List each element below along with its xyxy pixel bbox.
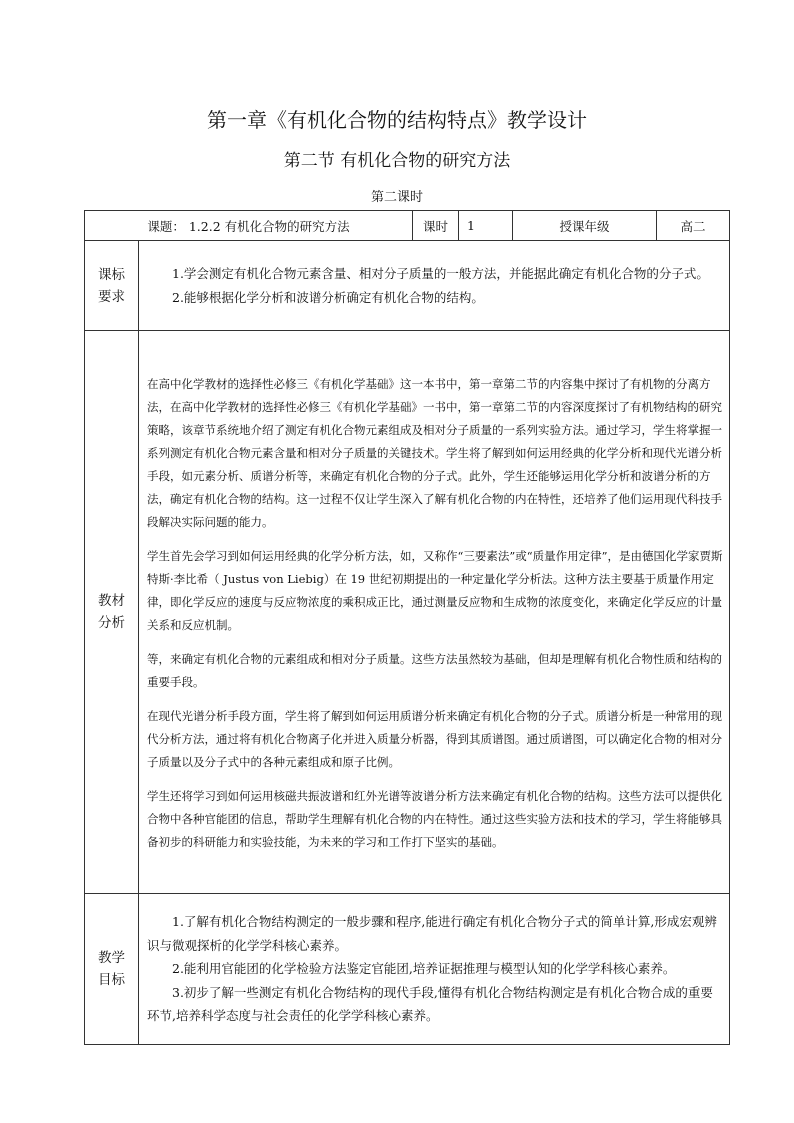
requirement-item: 1.学会测定有机化合物元素含量、相对分子质量的一般方法，并能据此确定有机化合物的分子式。 bbox=[172, 265, 709, 281]
info-row bbox=[85, 211, 730, 241]
objectives-label-line2: 目标 bbox=[98, 972, 125, 988]
analysis-paragraph: 学生首先会学习到如何运用经典的化学分析方法，如，又称作“三要素法”或“质量作用定律”，是由德国化学家贾斯特斯·李比希（ Justus von Liebig）在 19 世纪初期提出的一种定量化学分析法。这种方法主要基于质量作用定律，即化学反应的速度与反应物浓度的乘积成正比，通过测量反应物和生成物的浓度变化，来确定化学反应的计量关系和反应机制。 bbox=[147, 548, 723, 632]
objective-item: 1.了解有机化合物结构测定的一般步骤和程序,能进行确定有机化合物分子式的简单计算,形成宏观辨识与微观探析的化学学科核心素养。 bbox=[147, 914, 717, 953]
analysis-content bbox=[139, 331, 730, 894]
analysis-paragraph: 等，来确定有机化合物的元素组成和相对分子质量。这些方法虽然较为基础，但却是理解有机化合物性质和结构的重要手段。 bbox=[147, 651, 722, 689]
requirements-content bbox=[139, 241, 730, 331]
objective-item: 2.能利用官能团的化学检验方法鉴定官能团,培养证据推理与模型认知的化学学科核心素养。 bbox=[172, 961, 676, 977]
topic-cell: 课题： 1.2.2 有机化合物的研究方法 bbox=[85, 211, 413, 241]
objectives-content bbox=[139, 894, 730, 1045]
analysis-paragraph: 在现代光谱分析手段方面，学生将了解到如何运用质谱分析来确定有机化合物的分子式。质谱分析是一种常用的现代分析方法，通过将有机化合物离子化并进入质量分析器，得到其质谱图。通过质谱图，可以确定化合物的相对分子质量以及分子式中的各种元素组成和原子比例。 bbox=[147, 708, 722, 769]
hours-label: 课时 bbox=[413, 211, 459, 241]
requirements-label bbox=[85, 241, 139, 331]
lesson-title: 第二课时 bbox=[370, 190, 423, 205]
requirements-row bbox=[85, 241, 730, 331]
section-title: 第二节 有机化合物的研究方法 bbox=[283, 151, 511, 171]
lesson-plan-table bbox=[84, 210, 730, 1045]
analysis-label-line2: 分析 bbox=[98, 615, 125, 631]
analysis-label bbox=[85, 331, 139, 894]
requirements-label-line2: 要求 bbox=[98, 288, 125, 305]
requirements-label-line1: 课标 bbox=[98, 266, 125, 283]
objective-item: 3.初步了解一些测定有机化合物结构的现代手段,懂得有机化合物结构测定是有机化合物合成的重要环节,培养科学态度与社会责任的化学学科核心素养。 bbox=[147, 984, 713, 1024]
requirement-item: 2.能够根据化学分析和波谱分析确定有机化合物的结构。 bbox=[172, 289, 484, 305]
analysis-row bbox=[85, 331, 730, 894]
grade-label: 授课年级 bbox=[513, 211, 657, 241]
analysis-paragraph: 学生还将学习到如何运用核磁共振波谱和红外光谱等波谱分析方法来确定有机化合物的结构。这些方法可以提供化合物中各种官能团的信息，帮助学生理解有机化合物的内在特性。通过这些实验方法和技术的学习，学生将能够具备初步的科研能力和实验技能，为未来的学习和工作打下坚实的基础。 bbox=[147, 788, 722, 849]
objectives-label-line1: 教学 bbox=[98, 950, 125, 966]
grade-value: 高二 bbox=[657, 211, 730, 241]
analysis-paragraph: 在高中化学教材的选择性必修三《有机化学基础》这一本书中，第一章第二节的内容集中探讨了有机物的分离方法，在高中化学教材的选择性必修三《有机化学基础》一书中，第一章第二节的内容深度探讨了有机物结构的研究策略，该章节系统地介绍了测定有机化合物元素组成及相对分子质量的一系列实验方法。通过学习，学生将掌握一系列测定有机化合物元素含量和相对分子质量的关键技术。学生将了解到如何运用经典的化学分析和现代光谱分析手段，如元素分析、质谱分析等，来确定有机化合物的分子式。此外，学生还能够运用化学分析和波谱分析的方法，确定有机化合物的结构。这一过程不仅让学生深入了解有机化合物的内在特性，还培养了他们运用现代科技手段解决实际问题的能力。 bbox=[147, 376, 722, 529]
objectives-row bbox=[85, 894, 730, 1045]
hours-value: 1 bbox=[459, 211, 513, 241]
document-title: 第一章《有机化合物的结构特点》教学设计 bbox=[207, 108, 587, 132]
objectives-label bbox=[85, 894, 139, 1045]
analysis-label-line1: 教材 bbox=[98, 593, 125, 609]
